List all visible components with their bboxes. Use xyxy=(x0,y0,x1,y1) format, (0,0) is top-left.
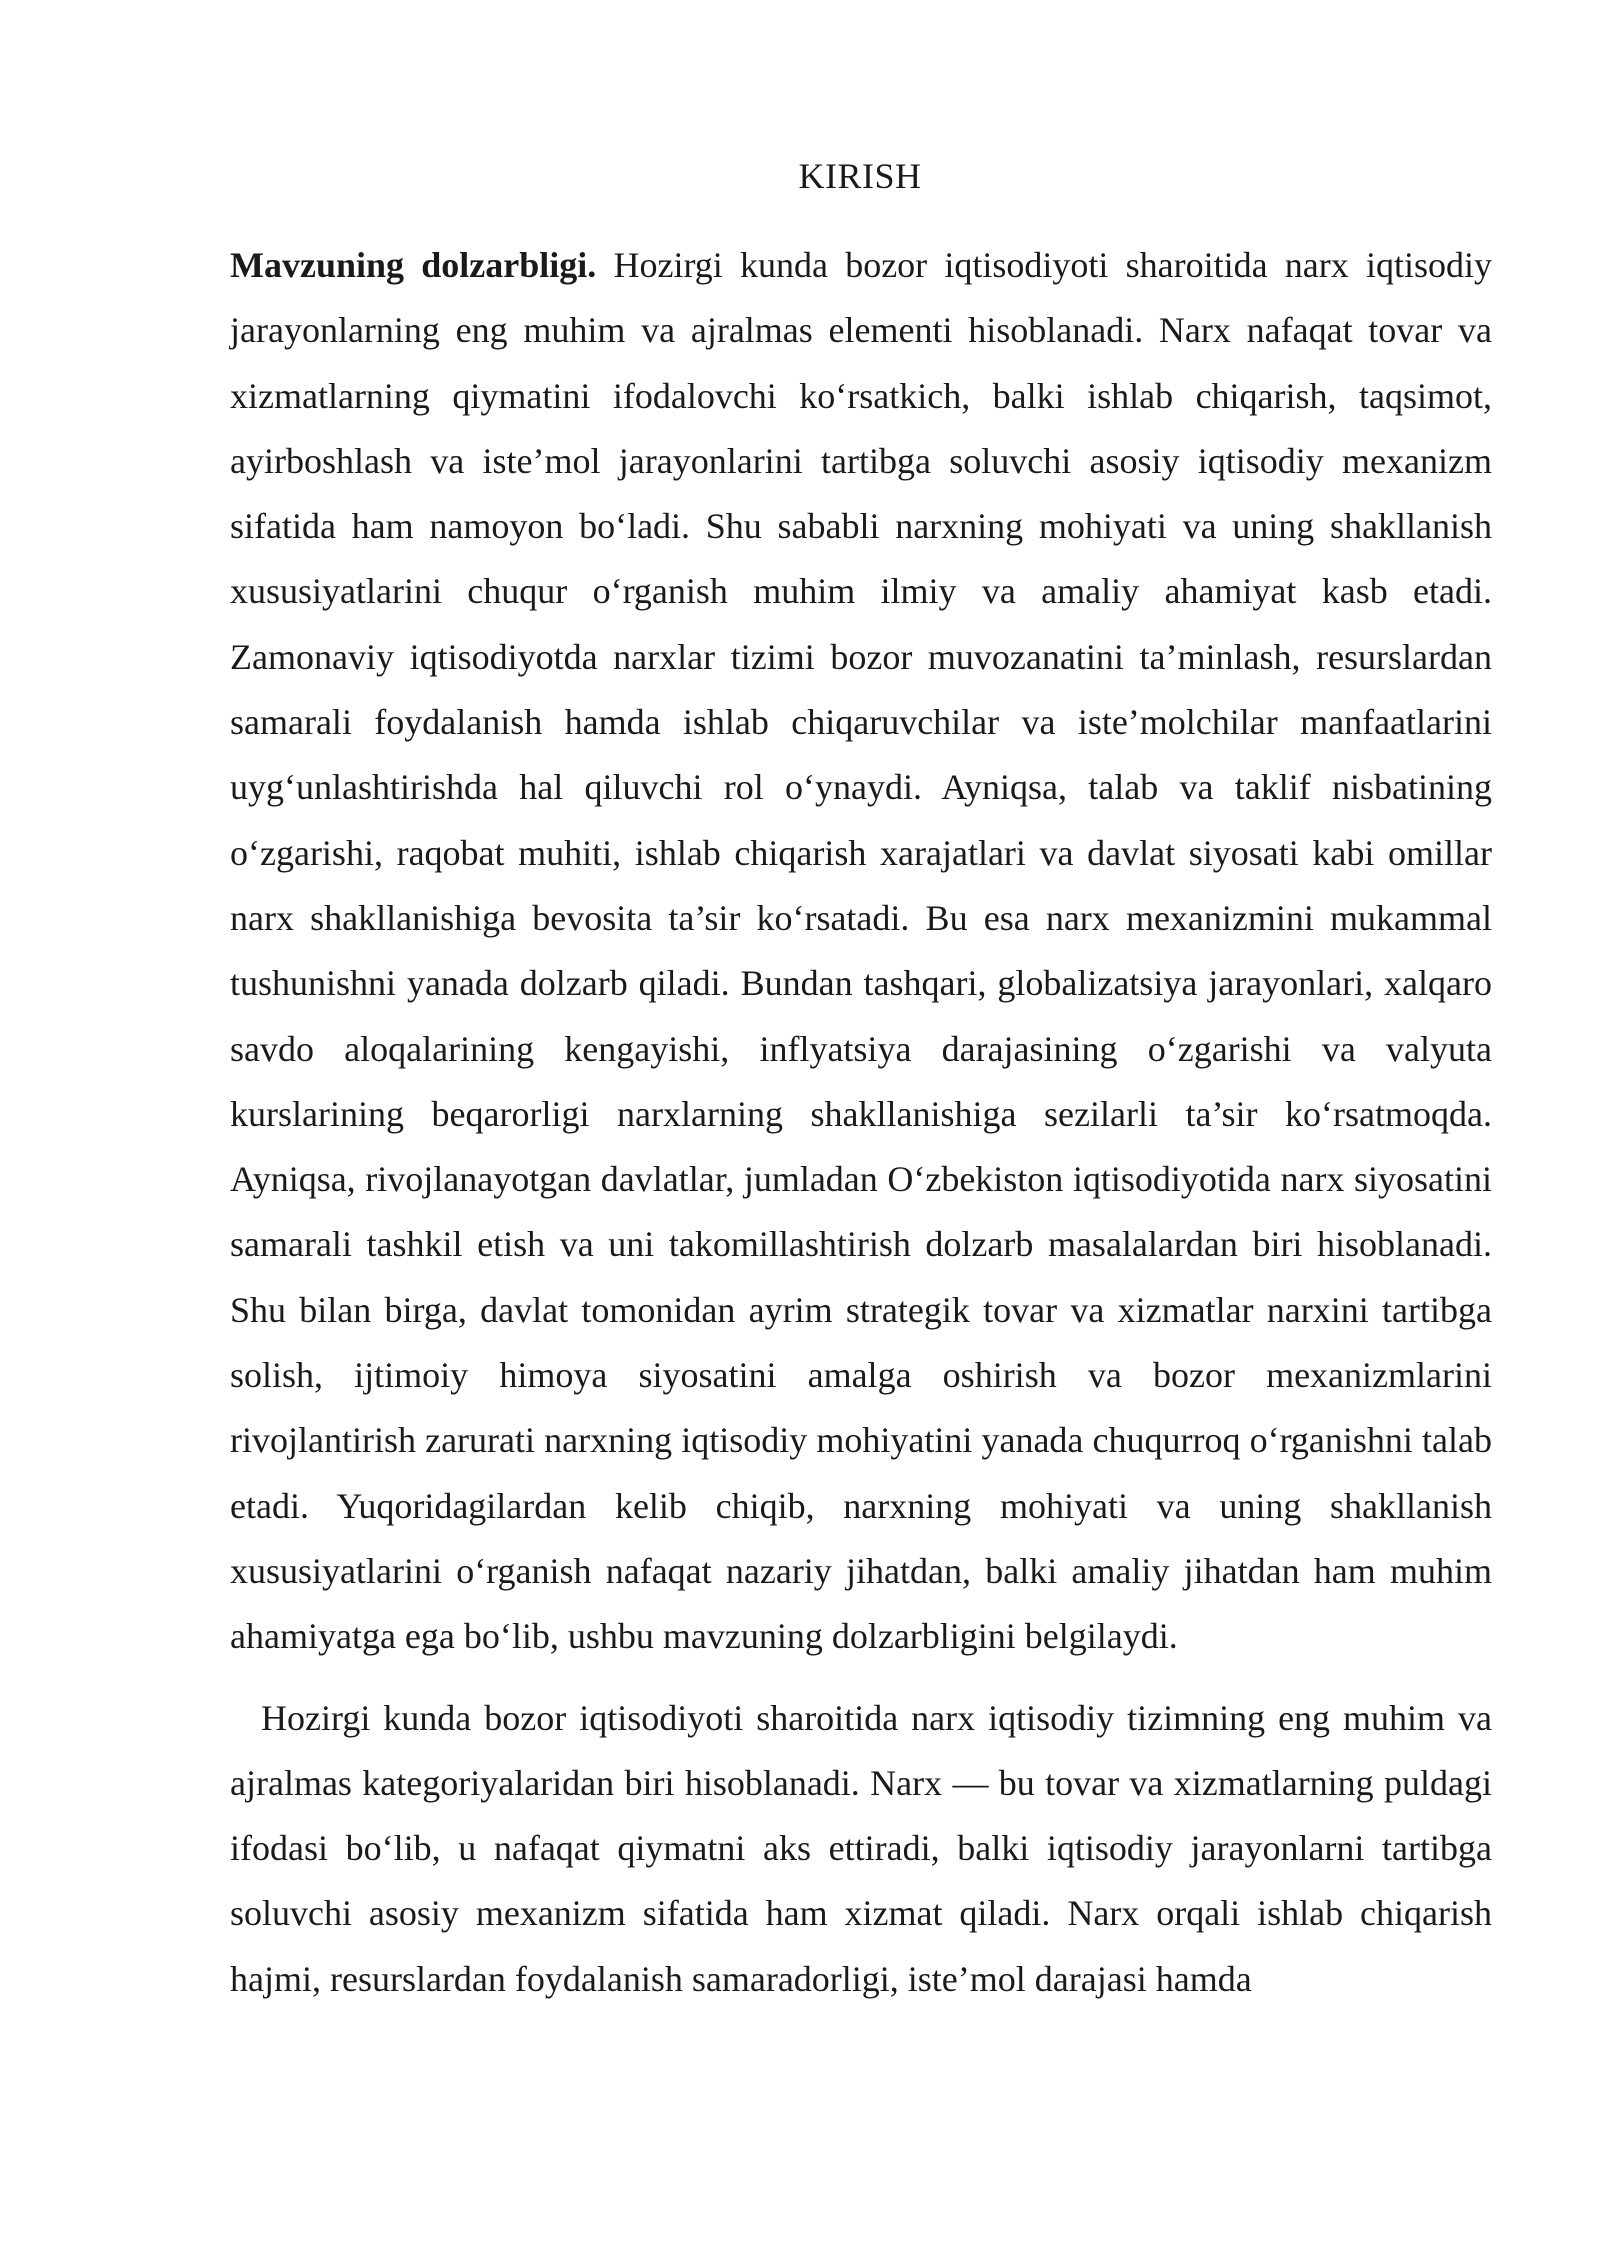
section-title: KIRISH xyxy=(798,156,922,196)
paragraph-text: Hozirgi kunda bozor iqtisodiyoti sharoitida narx iqtisodiy tizimning eng muhim va ajralmas kategoriyalaridan biri hisoblanadi. Narx — bu tovar va xizmatlarning puldagi ifodasi bo‘lib, u nafaqat qiymatni aks ettiradi, balki iqtisodiy jarayonlarni tartibga soluvchi asosiy mexanizm sifatida ham xizmat qiladi. Narx orqali ishlab chiqarish hajmi, resurslardan foydalanish samaradorligi, iste’mol darajasi hamda xyxy=(230,1697,1492,1999)
paragraph-price-definition xyxy=(230,1686,1492,2012)
paragraph-lead-heading: Mavzuning dolzarbligi. xyxy=(230,245,597,285)
paragraph-relevance xyxy=(230,233,1492,1670)
document-body xyxy=(230,233,1492,2012)
paragraph-text: Hozirgi kunda bozor iqtisodiyoti sharoitida narx iqtisodiy jarayonlarning eng muhim va ajralmas elementi hisoblanadi. Narx nafaqat tovar va xizmatlarning qiymatini ifodalovchi ko‘rsatkich, balki ishlab chiqarish, taqsimot, ayirboshlash va iste’mol jarayonlarini tartibga soluvchi asosiy iqtisodiy mexanizm sifatida ham namoyon bo‘ladi. Shu sababli narxning mohiyati va uning shakllanish xususiyatlarini chuqur o‘rganish muhim ilmiy va amaliy ahamiyat kasb etadi. Zamonaviy iqtisodiyotda narxlar tizimi bozor muvozanatini ta’minlash, resurslardan samarali foydalanish hamda ishlab chiqaruvchilar va iste’molchilar manfaatlarini uyg‘unlashtirishda hal qiluvchi rol o‘ynaydi. Ayniqsa, talab va taklif nisbatining o‘zgarishi, raqobat muhiti, ishlab chiqarish xarajatlari va davlat siyosati kabi omillar narx shakllanishiga bevosita ta’sir ko‘rsatadi. Bu esa narx mexanizmini mukammal tushunishni yanada dolzarb qiladi. Bundan tashqari, globalizatsiya jarayonlari, xalqaro savdo aloqalarining kengayishi, inflyatsiya darajasining o‘zgarishi va valyuta kurslarining beqarorligi narxlarning shakllanishiga sezilarli ta’sir ko‘rsatmoqda. Ayniqsa, rivojlanayotgan davlatlar, jumladan O‘zbekiston iqtisodiyotida narx siyosatini samarali tashkil etish va uni takomillashtirish dolzarb masalalardan biri hisoblanadi. Shu bilan birga, davlat tomonidan ayrim strategik tovar va xizmatlar narxini tartibga solish, ijtimoiy himoya siyosatini amalga oshirish va bozor mexanizmlarini rivojlantirish zarurati narxning iqtisodiy mohiyatini yanada chuqurroq o‘rganishni talab etadi. Yuqoridagilardan kelib chiqib, narxning mohiyati va uning shakllanish xususiyatlarini o‘rganish nafaqat nazariy jihatdan, balki amaliy jihatdan ham muhim ahamiyatga ega bo‘lib, ushbu mavzuning dolzarbligini belgilaydi. xyxy=(230,245,1492,1657)
